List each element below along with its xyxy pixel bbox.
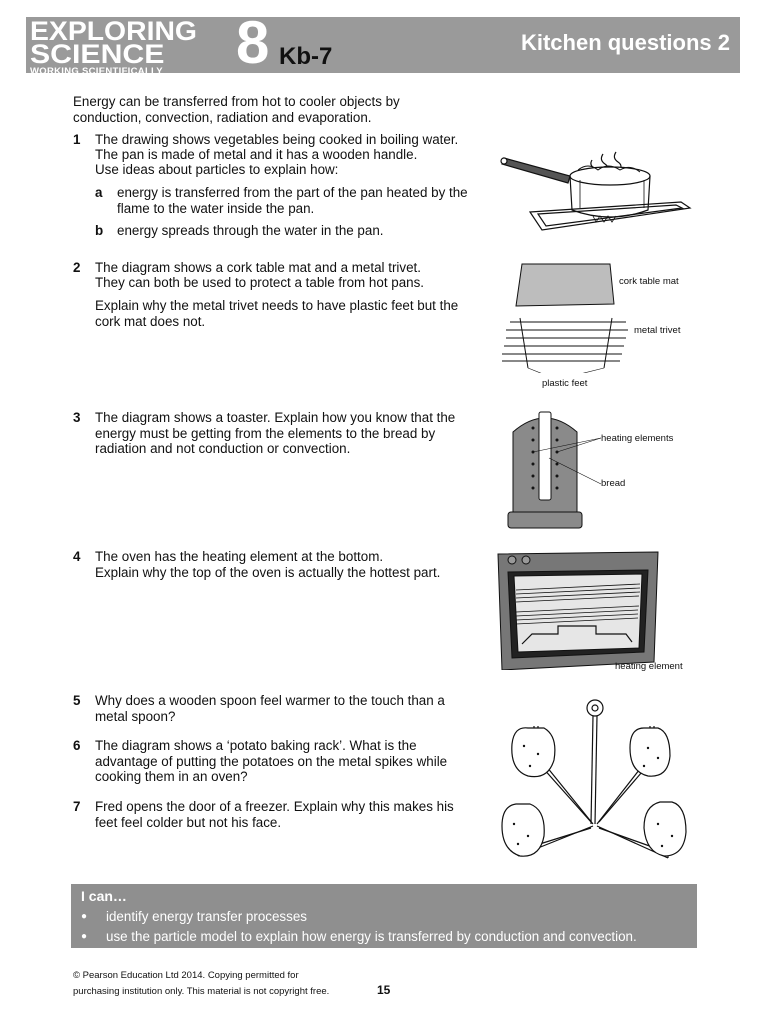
metal-trivet-label: metal trivet — [634, 325, 681, 336]
bullet-icon: ● — [81, 931, 88, 942]
page-header — [26, 9, 740, 77]
question-7-text: Fred opens the door of a freezer. Explain why this makes his feet feel colder but not his face. — [95, 799, 454, 830]
logo-line-3: WORKING SCIENTIFICALLY — [30, 66, 163, 77]
question-2-line-2: They can both be used to protect a table from hot pans. — [95, 275, 425, 290]
i-can-item-2: use the particle model to explain how energy is transferred by conduction and convection. — [106, 929, 637, 944]
question-1a-text: energy is transferred from the part of the pan heated by the flame to the water inside the pan. — [117, 185, 468, 216]
question-6-text: The diagram shows a ‘potato baking rack’. What is the advantage of putting the potatoes on the metal spikes while cooking them in an oven? — [95, 738, 448, 784]
question-3-number: 3 — [73, 410, 81, 425]
intro-text: Energy can be transferred from hot to cooler objects by conduction, convection, radiation and evaporation. — [73, 94, 400, 125]
copyright-line-2: purchasing institution only. This material is not copyright free. — [73, 986, 330, 997]
saucepan-drawing — [498, 150, 693, 238]
question-6-number: 6 — [73, 738, 81, 753]
question-7-number: 7 — [73, 799, 81, 814]
cork-table-mat-label: cork table mat — [619, 276, 679, 287]
unit-code: Kb-7 — [279, 43, 333, 70]
i-can-box — [71, 884, 697, 948]
question-5-text: Why does a wooden spoon feel warmer to the touch than a metal spoon? — [95, 693, 445, 724]
question-1-line-2: The pan is made of metal and it has a wooden handle. — [95, 147, 418, 162]
copyright-footer — [73, 968, 329, 1000]
year-number: 8 — [236, 9, 270, 76]
i-can-item-1: identify energy transfer processes — [106, 909, 307, 924]
question-1-line-3: Use ideas about particles to explain how: — [95, 162, 339, 177]
toaster-drawing — [505, 408, 605, 530]
exploring-science-logo — [30, 16, 197, 77]
oven-drawing — [496, 550, 666, 670]
question-2-number: 2 — [73, 260, 81, 275]
question-4-line-1: The oven has the heating element at the bottom. — [95, 549, 384, 564]
logo-line-1: EXPLORING — [30, 16, 197, 46]
page-number: 15 — [377, 983, 391, 997]
bullet-icon: ● — [81, 911, 88, 922]
logo-line-2: SCIENCE — [30, 39, 165, 69]
i-can-heading: I can… — [81, 888, 127, 904]
heating-elements-label: heating elements — [601, 433, 674, 444]
question-5-number: 5 — [73, 693, 81, 708]
question-3-text: The diagram shows a toaster. Explain how you know that the energy must be getting from the elements to the bread by radiation and not conduction or convection. — [95, 410, 456, 456]
copyright-line-1: © Pearson Education Ltd 2014. Copying permitted for — [73, 970, 299, 981]
question-2-line-3: Explain why the metal trivet needs to have plastic feet but the cork mat does not. — [95, 298, 459, 329]
bread-label: bread — [601, 478, 626, 489]
page-title: Kitchen questions 2 — [520, 30, 730, 55]
question-1-number: 1 — [73, 132, 81, 147]
question-4-number: 4 — [73, 549, 81, 564]
potato-baking-rack-drawing — [498, 696, 694, 874]
plastic-feet-label: plastic feet — [542, 378, 588, 389]
question-1a-label: a — [95, 185, 103, 200]
question-4-line-2: Explain why the top of the oven is actually the hottest part. — [95, 565, 441, 580]
heating-element-label: heating element — [615, 661, 683, 672]
question-1b-text: energy spreads through the water in the pan. — [117, 223, 384, 238]
question-2-line-1: The diagram shows a cork table mat and a metal trivet. — [95, 260, 421, 275]
question-1-line-1: The drawing shows vegetables being cooked in boiling water. — [95, 132, 459, 147]
question-1b-label: b — [95, 223, 104, 238]
cork-mat-and-trivet-drawing — [500, 258, 635, 373]
